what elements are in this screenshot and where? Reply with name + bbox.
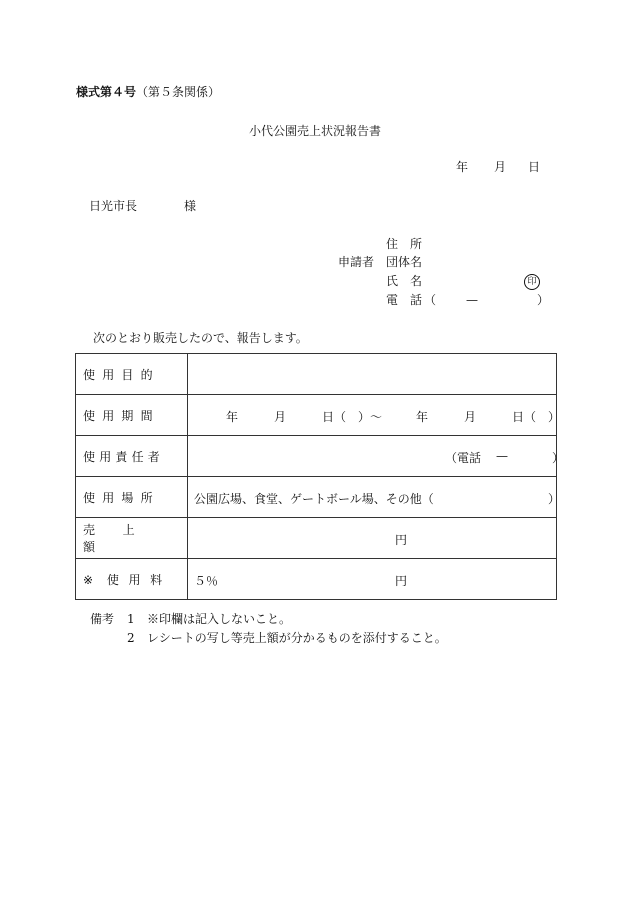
table-row (76, 395, 557, 436)
place-close: ） (548, 492, 561, 506)
fee-label-cell (76, 559, 188, 600)
form-number (76, 85, 220, 99)
seal-mark (524, 273, 540, 290)
notes-heading: 備考 (90, 612, 115, 626)
period-month-1: 月 (274, 410, 287, 424)
fee-unit: 円 (395, 574, 408, 588)
fee-rate: ５％ (194, 574, 219, 588)
applicant-address-label: 住 所 (386, 237, 423, 251)
period-year-1: 年 (226, 410, 239, 424)
responsible-phone-label: （電話 (445, 451, 482, 465)
table-row (76, 436, 557, 477)
responsible-phone-dash: — (496, 449, 508, 463)
table-row (76, 559, 557, 600)
table-row (76, 354, 557, 395)
applicant-phone-label: 電 話 (386, 293, 423, 307)
period-year-2: 年 (416, 410, 429, 424)
responsible-phone-close: ） (552, 451, 565, 465)
place-label: 使用場所 (76, 477, 188, 518)
period-field[interactable] (188, 395, 561, 436)
sales-label: 売上額 (83, 523, 163, 554)
intro-text: 次のとおり販売したので、報告します。 (93, 331, 308, 345)
note-2-text: レシートの写し等売上額が分かるものを添付すること。 (147, 631, 447, 645)
form-number-note: （第５条関係） (136, 85, 221, 99)
purpose-field[interactable] (188, 354, 557, 395)
note-1-number: 1 (127, 612, 135, 626)
fee-label: 使用料 (106, 572, 172, 587)
date-day: 日 (528, 160, 541, 174)
note-1-text: ※印欄は記入しないこと。 (147, 612, 292, 626)
place-options: 公園広場、食堂、ゲートボール場、その他（ (194, 492, 434, 506)
applicant-phone-dash: — (466, 293, 478, 307)
table-row (76, 518, 557, 559)
period-label: 使用期間 (76, 395, 188, 436)
sales-field[interactable] (188, 518, 557, 559)
note-2-number: 2 (127, 631, 135, 645)
date-year: 年 (456, 160, 469, 174)
date-month: 月 (494, 160, 507, 174)
addressee-name: 日光市長 (89, 199, 138, 213)
page-title: 小代公園売上状況報告書 (249, 124, 382, 138)
form-number-label: 様式第４号 (76, 85, 137, 99)
applicant-label: 申請者 (338, 255, 375, 269)
applicant-group-label: 団体名 (386, 255, 423, 269)
period-month-2: 月 (464, 410, 477, 424)
seal-icon: 印 (524, 274, 540, 290)
responsible-field[interactable] (188, 436, 565, 477)
addressee-honorific: 様 (184, 199, 197, 213)
responsible-label: 使用責任者 (76, 436, 188, 477)
purpose-label: 使用目的 (76, 354, 188, 395)
period-day-2: 日（ ） (512, 410, 561, 424)
sales-label-cell (76, 518, 188, 559)
applicant-phone-close: ） (537, 293, 550, 307)
applicant-name-label: 氏 名 (386, 274, 423, 288)
applicant-phone-open: （ (424, 293, 437, 307)
fee-field (188, 559, 557, 600)
sales-unit: 円 (395, 533, 408, 547)
period-day-1: 日（ ）〜 (322, 410, 383, 424)
report-table (75, 353, 565, 600)
fee-mark: ※ (83, 572, 94, 587)
place-field[interactable] (188, 477, 561, 518)
table-row (76, 477, 557, 518)
